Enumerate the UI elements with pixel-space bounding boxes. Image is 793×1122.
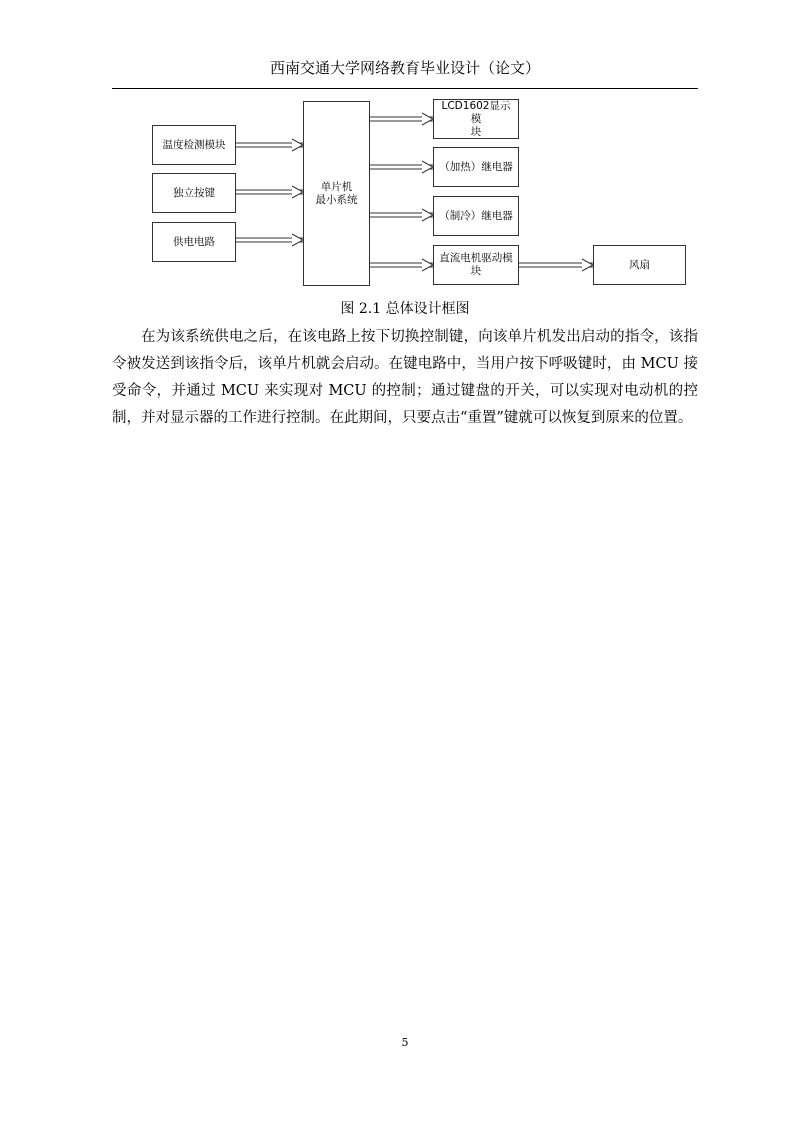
arrow-to-fan [519,263,593,267]
figure-caption: 图 2.1 总体设计框图 [340,301,470,317]
block-independent-keys: 独立按键 [152,173,236,213]
page-number: 5 [401,1036,409,1049]
block-dc-motor-driver: 直流电机驱动模 块 [433,245,519,285]
block-fan: 风扇 [593,245,686,285]
running-header: 西南交通大学网络教育毕业设计（论文） [269,59,540,77]
block-cooling-relay: （制冷）继电器 [433,196,519,236]
block-temperature-sensor: 温度检测模块 [152,125,236,165]
block-power-circuit: 供电电路 [152,222,236,262]
block-heating-relay: （加热）继电器 [433,147,519,187]
block-lcd1602-display: LCD1602显示模 块 [433,99,519,139]
block-mcu-minimum-system: 单片机 最小系统 [303,101,370,286]
body-paragraph: 在为该系统供电之后，在该电路上按下切换控制键，向该单片机发出启动的指令，该指令被发送到该指令后，该单片机就会启动。在键电路中，当用户按下呼吸键时，由 MCU 接受命令，并通过 MCU 来实现对 MCU 的控制；通过键盘的开关，可以实现对电动机的控制，并对显示器的工作进行控制。在此期间，只要点击“重置”键就可以恢复到原来的位置。 [112,329,698,426]
block-diagram [0,0,793,300]
